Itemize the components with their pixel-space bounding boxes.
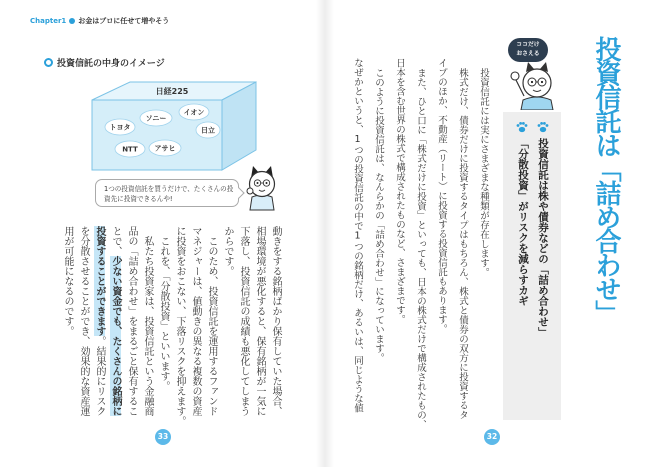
body-text: に投資をおこない、下落リスクを抑えます。 xyxy=(174,226,185,426)
section-title: 投資信託の中身のイメージ xyxy=(57,59,165,69)
body-text: からです。 xyxy=(222,226,233,276)
page-title: 投資信託は「詰め合わせ」 xyxy=(591,36,621,324)
highlighted-text: 少ない資金でも、たくさんの銘柄に xyxy=(110,256,121,416)
stock-bubble-ntt xyxy=(115,141,145,157)
body-column xyxy=(389,58,410,430)
chapter-label: Chapter1 xyxy=(30,17,67,25)
speech-line: 1つの投資信託を買うだけで、たくさんの投 xyxy=(104,185,234,193)
body-column xyxy=(203,226,219,428)
body-column xyxy=(251,226,267,428)
stock-name: アサヒ xyxy=(154,144,176,153)
body-text: マネジャーは、値動きの異なる複数の資産 xyxy=(190,226,201,416)
stock-name: トヨタ xyxy=(109,123,131,132)
body-text: 品の「詰め合わせ」をまるごと保有するこ xyxy=(126,226,137,416)
stock-name: NTT xyxy=(122,145,138,154)
body-text: このように投資信託は、なんらかの「詰め合わせ」になっています。 xyxy=(373,67,384,362)
body-column xyxy=(219,226,235,428)
paw-icon xyxy=(536,120,550,134)
stock-name: 日立 xyxy=(201,126,215,135)
body-text: 下落し、投資信託の成績も悪化してしまう xyxy=(238,226,249,416)
body-column xyxy=(155,226,171,428)
stock-name: ソニー xyxy=(145,114,167,123)
body-column xyxy=(107,226,123,428)
body-column xyxy=(235,226,251,428)
chapter-title: お金はプロに任せて増やそう xyxy=(78,17,170,25)
body-text: 。結果的にリスク xyxy=(94,336,105,416)
body-column xyxy=(431,58,452,430)
body-column xyxy=(187,226,203,428)
body-column xyxy=(368,58,389,430)
header-dot-icon xyxy=(69,18,75,24)
body-column xyxy=(452,58,473,430)
highlighted-text: 投資することができます xyxy=(94,226,105,336)
left-page-body-text xyxy=(59,226,283,428)
speech-bubble xyxy=(95,179,239,207)
page-number-right: 32 xyxy=(484,429,500,445)
cat-character-icon xyxy=(243,163,281,211)
stock-bubble-toyota xyxy=(105,119,135,135)
body-text: 投資信託には実にさまざまな種類が存在します。 xyxy=(478,67,489,277)
body-text: なぜかというと、1つの投資信託の中で1つの銘柄だけ、あるいは、同じような値 xyxy=(352,58,363,413)
badge-line: おさえる xyxy=(516,51,540,57)
key-points-box xyxy=(503,112,561,420)
guide-character-icon xyxy=(507,56,563,110)
body-text: 日本を含む世界の株式で構成されたものなど、さまざまです。 xyxy=(394,58,405,324)
body-text: これを、「分散投資」といいます。 xyxy=(158,236,169,391)
body-column xyxy=(75,226,91,428)
right-page-body-text xyxy=(347,58,494,430)
stock-bubble-sony xyxy=(140,110,172,126)
body-column xyxy=(139,226,155,428)
stock-bubble-hitachi xyxy=(196,122,220,138)
running-header xyxy=(30,16,169,26)
body-text: イプのほか、不動産（リート）に投資する投資信託もあります。 xyxy=(436,58,447,334)
body-text: 株式だけ、債券だけに投資するタイプはもちろん、株式と債券の双方に投資するタ xyxy=(457,67,468,419)
body-column xyxy=(171,226,187,428)
stock-bubble-asahi xyxy=(149,140,181,156)
key-point-2: 「分散投資」がリスクを減らすカギ xyxy=(517,138,529,306)
body-column xyxy=(473,58,494,430)
page-number-left: 33 xyxy=(155,429,171,445)
stock-bubble-aeon xyxy=(179,104,209,120)
body-text: 用が可能になるのです。 xyxy=(62,226,73,336)
box-label: 日経225 xyxy=(155,87,189,96)
body-column xyxy=(347,58,368,430)
key-point-1: 投資信託は株や債券などの「詰め合わせ」 xyxy=(537,138,549,338)
body-column xyxy=(267,226,283,428)
body-column xyxy=(59,226,75,428)
body-column xyxy=(91,226,107,428)
body-text: を分散させることができ、効果的な資産運 xyxy=(78,226,89,416)
body-text: 動きをする銘柄ばかり保有していた場合、 xyxy=(270,226,281,416)
speech-line: 資先に投資できるんや! xyxy=(104,195,173,203)
body-column xyxy=(123,226,139,428)
book-gutter xyxy=(316,0,334,467)
ring-bullet-icon xyxy=(44,58,53,67)
fund-box-illustration xyxy=(88,78,260,174)
badge-line: ココだけ xyxy=(516,42,540,48)
section-heading xyxy=(44,56,165,69)
body-column xyxy=(410,58,431,430)
stock-name: イオン xyxy=(183,108,205,117)
body-text: 相場環境が悪化すると、保有銘柄が一気に xyxy=(254,226,265,416)
body-text: 私たち投資家は、投資信託という金融商 xyxy=(142,236,153,416)
body-text: このため、投資信託を運用するファンド xyxy=(206,236,217,416)
body-text: とで、 xyxy=(110,226,121,256)
body-text: また、ひと口に「株式だけに投資」といっても、日本の株式だけで構成されたもの、 xyxy=(415,67,426,429)
paw-icon xyxy=(515,120,529,134)
